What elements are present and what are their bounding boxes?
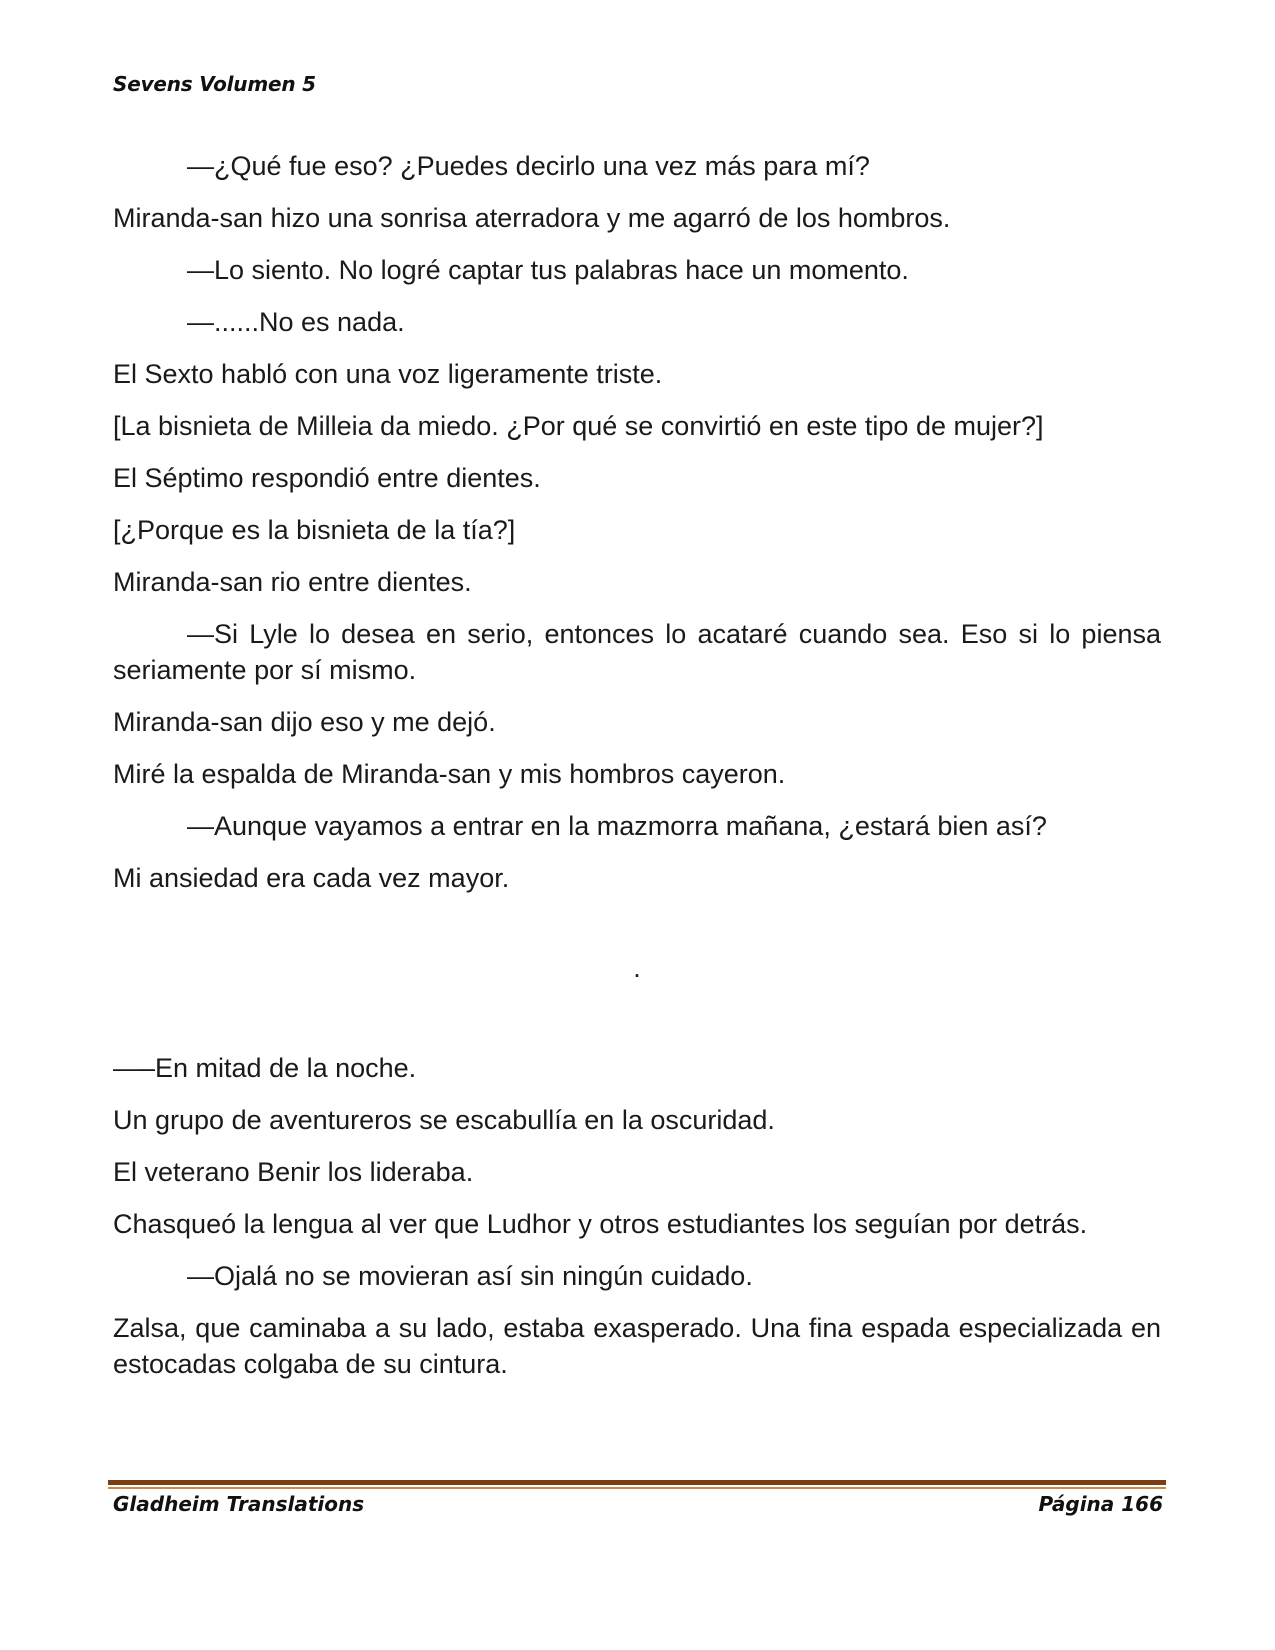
paragraph-4: —......No es nada. [187, 307, 405, 337]
paragraph-11: Miranda-san dijo eso y me dejó. [113, 707, 496, 737]
paragraph-20: Zalsa, que caminaba a su lado, estaba exasperado. Una fina espada especializada en estocadas colgaba de su cintura. [113, 1313, 1161, 1379]
paragraph-2: Miranda-san hizo una sonrisa aterradora y me agarró de los hombros. [113, 203, 951, 233]
paragraph-17: El veterano Benir los lideraba. [113, 1157, 474, 1187]
scene-break: . [633, 953, 641, 983]
paragraph-5: El Sexto habló con una voz ligeramente triste. [113, 359, 663, 389]
paragraph-1: —¿Qué fue eso? ¿Puedes decirlo una vez más para mí? [187, 151, 870, 181]
paragraph-3: —Lo siento. No logré captar tus palabras hace un momento. [187, 255, 909, 285]
paragraph-16: Un grupo de aventureros se escabullía en la oscuridad. [113, 1105, 775, 1135]
paragraph-9: Miranda-san rio entre dientes. [113, 567, 472, 597]
paragraph-7: El Séptimo respondió entre dientes. [113, 463, 541, 493]
page-number: Página 166 [1038, 1492, 1163, 1516]
paragraph-8: [¿Porque es la bisnieta de la tía?] [113, 515, 516, 545]
paragraph-15: —–En mitad de la noche. [113, 1053, 417, 1083]
paragraph-12: Miré la espalda de Miranda-san y mis hombros cayeron. [113, 759, 786, 789]
footer-rule-thin [108, 1487, 1166, 1489]
footer-credit: Gladheim Translations [113, 1492, 365, 1516]
paragraph-10: —Si Lyle lo desea en serio, entonces lo acataré cuando sea. Eso si lo piensa seriamente por sí mismo. [113, 619, 1161, 685]
body-text [113, 148, 1161, 1398]
running-header: Sevens Volumen 5 [113, 72, 316, 96]
paragraph-13: —Aunque vayamos a entrar en la mazmorra mañana, ¿estará bien así? [187, 811, 1047, 841]
paragraph-6: [La bisnieta de Milleia da miedo. ¿Por qué se convirtió en este tipo de mujer?] [113, 411, 1044, 441]
paragraph-18: Chasqueó la lengua al ver que Ludhor y otros estudiantes los seguían por detrás. [113, 1209, 1088, 1239]
paragraph-14: Mi ansiedad era cada vez mayor. [113, 863, 510, 893]
paragraph-19: —Ojalá no se movieran así sin ningún cuidado. [187, 1261, 753, 1291]
